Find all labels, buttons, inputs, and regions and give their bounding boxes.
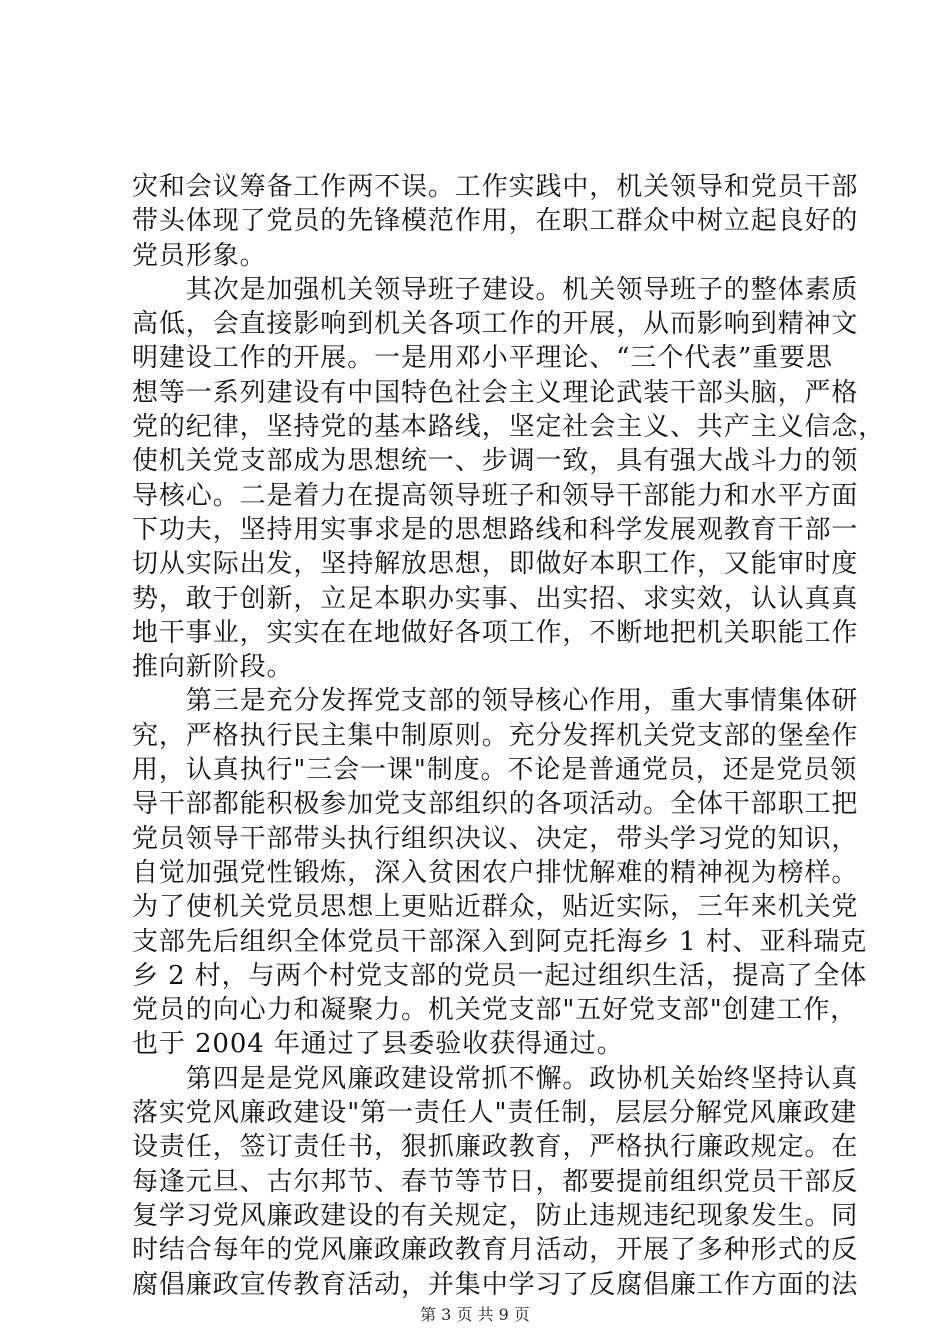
text-line: 势，敢于创新，立足本职办实事、出实招、求实效，认认真真 — [132, 583, 859, 614]
document-body — [132, 170, 886, 1302]
text-line: 时结合每年的党风廉政廉政教育月活动，开展了多种形式的反 — [132, 1235, 859, 1266]
text-line: 明建设工作的开展。一是用邓小平理论、“三个代表”重要思 — [132, 343, 833, 374]
text-line: 其次是加强机关领导班子建设。机关领导班子的整体素质 — [132, 274, 859, 305]
text-line: 第三是充分发挥党支部的领导核心作用，重大事情集体研 — [132, 686, 859, 717]
text-line: 用，认真执行"三会一课"制度。不论是普通党员，还是党员领 — [132, 755, 858, 786]
text-line: 腐倡廉政宣传教育活动，并集中学习了反腐倡廉工作方面的法 — [132, 1269, 859, 1300]
text-line: 想等一系列建设有中国特色社会主义理论武装干部头脑，严格 — [132, 377, 859, 408]
text-line: 带头体现了党员的先锋模范作用，在职工群众中树立起良好的 — [132, 206, 859, 237]
text-line: 推向新阶段。 — [132, 652, 294, 683]
text-line: 高低，会直接影响到机关各项工作的开展，从而影响到精神文 — [132, 309, 859, 340]
text-line: 党员形象。 — [132, 240, 267, 271]
text-line: 落实党风廉政建设"第一责任人"责任制，层层分解党风廉政建 — [132, 1098, 858, 1129]
text-line: 灾和会议筹备工作两不误。工作实践中，机关领导和党员干部 — [132, 172, 859, 202]
text-line: 复学习党风廉政建设的有关规定，防止违规违纪现象发生。同 — [132, 1200, 859, 1231]
text-line: 党的纪律，坚持党的基本路线，坚定社会主义、共产主义信念， — [132, 412, 886, 443]
text-line: 支部先后组织全体党员干部深入到阿克托海乡 1 村、亚科瑞克 — [132, 926, 868, 957]
text-line: 下功夫，坚持用实事求是的思想路线和科学发展观教育干部一 — [132, 514, 859, 545]
text-line: 党员的向心力和凝聚力。机关党支部"五好党支部"创建工作， — [132, 995, 858, 1026]
text-line: 也于 2004 年通过了县委验收获得通过。 — [132, 1029, 624, 1060]
text-line: 乡 2 村，与两个村党支部的党员一起过组织生活，提高了全体 — [132, 960, 868, 991]
text-line: 究，严格执行民主集中制原则。充分发挥机关党支部的堡垒作 — [132, 720, 859, 751]
page-number-footer: 第 3 页 共 9 页 — [420, 1305, 530, 1324]
text-line: 设责任，签订责任书，狠抓廉政教育，严格执行廉政规定。在 — [132, 1132, 859, 1163]
text-line: 切从实际出发，坚持解放思想，即做好本职工作，又能审时度 — [132, 549, 859, 580]
text-line: 第四是是党风廉政建设常抓不懈。政协机关始终坚持认真 — [132, 1063, 859, 1094]
text-line: 自觉加强党性锻炼，深入贫困农户排忧解难的精神视为榜样。 — [132, 857, 859, 888]
text-line: 导干部都能积极参加党支部组织的各项活动。全体干部职工把 — [132, 789, 859, 820]
text-line: 党员领导干部带头执行组织决议、决定，带头学习党的知识， — [132, 823, 859, 854]
text-line: 使机关党支部成为思想统一、步调一致，具有强大战斗力的领 — [132, 446, 859, 477]
text-line: 为了使机关党员思想上更贴近群众，贴近实际，三年来机关党 — [132, 892, 859, 923]
text-line: 导核心。二是着力在提高领导班子和领导干部能力和水平方面 — [132, 480, 859, 511]
text-line: 地干事业，实实在在地做好各项工作，不断地把机关职能工作 — [132, 617, 859, 648]
text-line: 每逢元旦、古尔邦节、春节等节日，都要提前组织党员干部反 — [132, 1166, 859, 1197]
